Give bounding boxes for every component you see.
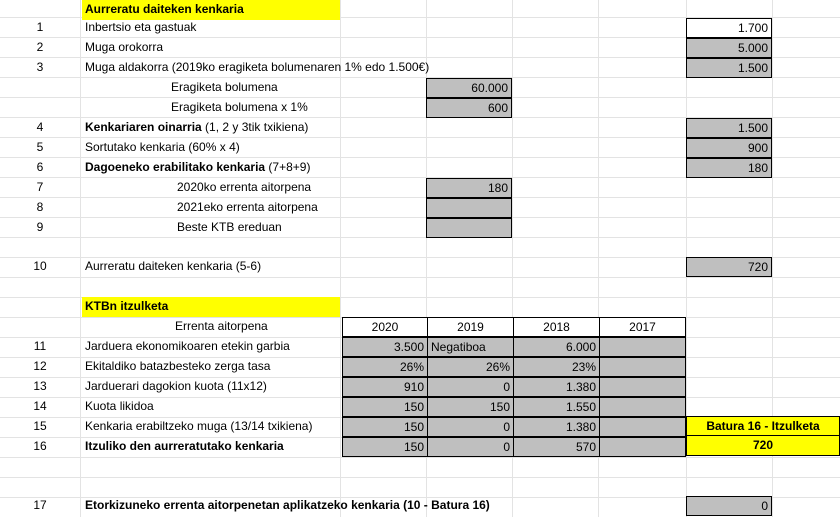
year-value-cell[interactable] [599, 417, 686, 437]
row-label[interactable] [82, 118, 502, 138]
value-cell[interactable]: 900 [686, 138, 772, 158]
year-header[interactable]: 2017 [599, 317, 686, 337]
year-value-cell[interactable]: 0 [427, 417, 514, 437]
year-value-cell[interactable]: 6.000 [513, 337, 600, 357]
section-title-itzulketa[interactable]: KTBn itzulketa [82, 297, 340, 317]
year-value-cell[interactable] [599, 397, 686, 417]
sub-value-cell[interactable] [426, 218, 512, 238]
row-number[interactable]: 8 [36, 200, 44, 214]
row-label[interactable]: Aurreratu daiteken kenkaria (5-6) [85, 259, 262, 273]
row-number[interactable]: 11 [33, 339, 47, 353]
row-label[interactable]: Ekitaldiko batazbesteko zerga tasa [85, 359, 271, 373]
year-value-cell[interactable]: 150 [342, 437, 428, 457]
row-number[interactable]: 15 [33, 419, 47, 433]
sub-value-cell[interactable] [426, 198, 512, 218]
year-value-cell[interactable] [599, 357, 686, 377]
row-number[interactable]: 16 [33, 439, 47, 453]
row-label[interactable] [82, 158, 502, 178]
sum-label[interactable]: Batura 16 - Itzulketa [686, 416, 840, 436]
row-label[interactable]: Muga aldakorra (2019ko eragiketa bolumenaren 1% edo 1.500€) [85, 60, 430, 74]
year-value-cell[interactable] [599, 337, 686, 357]
row-number[interactable]: 1 [36, 20, 44, 34]
year-value-cell[interactable]: 910 [342, 377, 428, 397]
year-header[interactable]: 2019 [427, 317, 514, 337]
grid-row-line [0, 97, 840, 98]
section-title-aurreratu[interactable]: Aurreratu daiteken kenkaria [82, 0, 340, 20]
year-value-cell[interactable]: 26% [427, 357, 514, 377]
sub-label[interactable]: Beste KTB ereduan [177, 220, 282, 234]
sum-value[interactable]: 720 [686, 436, 840, 456]
row-number[interactable]: 14 [33, 399, 47, 413]
row-number[interactable]: 5 [36, 140, 44, 154]
row-number[interactable]: 9 [36, 220, 44, 234]
sub-value-cell[interactable]: 600 [426, 98, 512, 118]
sub-value-cell[interactable]: 60.000 [426, 78, 512, 98]
table-header-label[interactable]: Errenta aitorpena [175, 319, 268, 333]
row-label[interactable]: Etorkizuneko errenta aitorpenetan aplikatzeko kenkaria (10 - Batura 16) [85, 498, 490, 512]
year-value-cell[interactable]: 150 [342, 397, 428, 417]
year-value-cell[interactable]: 570 [513, 437, 600, 457]
row-number[interactable]: 3 [36, 60, 44, 74]
value-cell[interactable]: 720 [686, 257, 772, 277]
row-number[interactable]: 2 [36, 40, 44, 54]
year-value-cell[interactable] [599, 437, 686, 457]
row-label-bold: Kenkariaren oinarria [85, 120, 202, 134]
row-number[interactable]: 6 [36, 160, 44, 174]
row-label-rest: (7+8+9) [265, 160, 311, 174]
sub-label[interactable]: 2021eko errenta aitorpena [177, 200, 318, 214]
year-value-cell[interactable]: 1.380 [513, 377, 600, 397]
year-value-cell[interactable]: Negatiboa [427, 337, 514, 357]
year-value-cell[interactable] [599, 377, 686, 397]
sub-label[interactable]: Eragiketa bolumena [171, 80, 278, 94]
value-cell[interactable]: 1.700 [686, 18, 772, 38]
row-number[interactable]: 13 [33, 379, 47, 393]
year-value-cell[interactable]: 1.380 [513, 417, 600, 437]
year-value-cell[interactable]: 26% [342, 357, 428, 377]
sub-value-cell[interactable]: 180 [426, 178, 512, 198]
grid-row-line [0, 457, 840, 458]
row-label[interactable]: Jarduera ekonomikoaren etekin garbia [85, 339, 290, 353]
sub-label[interactable]: Eragiketa bolumena x 1% [171, 100, 308, 114]
grid-col-line [80, 0, 81, 517]
value-cell[interactable]: 180 [686, 158, 772, 178]
year-value-cell[interactable]: 23% [513, 357, 600, 377]
year-value-cell[interactable]: 0 [427, 377, 514, 397]
row-number[interactable]: 17 [33, 498, 47, 512]
row-label[interactable]: Kenkaria erabiltzeko muga (13/14 txikiena) [85, 419, 313, 433]
year-value-cell[interactable]: 1.550 [513, 397, 600, 417]
value-cell[interactable]: 5.000 [686, 38, 772, 58]
grid-row-line [0, 477, 840, 478]
row-number[interactable]: 12 [33, 359, 47, 373]
row-label[interactable]: Muga orokorra [85, 40, 164, 54]
row-label[interactable]: Itzuliko den aurreratutako kenkaria [85, 439, 284, 453]
row-label[interactable]: Jarduerari dagokion kuota (11x12) [85, 379, 267, 393]
year-header[interactable]: 2018 [513, 317, 600, 337]
grid-row-line [0, 277, 840, 278]
value-cell[interactable]: 1.500 [686, 118, 772, 138]
row-number[interactable]: 10 [33, 259, 47, 273]
row-number[interactable]: 7 [36, 180, 44, 194]
year-value-cell[interactable]: 150 [342, 417, 428, 437]
year-value-cell[interactable]: 150 [427, 397, 514, 417]
row-label[interactable]: Sortutako kenkaria (60% x 4) [85, 140, 240, 154]
sub-label[interactable]: 2020ko errenta aitorpena [177, 180, 312, 194]
row-number[interactable]: 4 [36, 120, 44, 134]
row-label[interactable]: Inbertsio eta gastuak [85, 20, 197, 34]
value-cell[interactable]: 1.500 [686, 58, 772, 78]
row-label-rest: (1, 2 y 3tik txikiena) [201, 120, 309, 134]
year-value-cell[interactable]: 0 [427, 437, 514, 457]
row-label-bold: Dagoeneko erabilitako kenkaria [85, 160, 266, 174]
year-value-cell[interactable]: 3.500 [342, 337, 428, 357]
year-header[interactable]: 2020 [342, 317, 428, 337]
value-cell[interactable]: 0 [686, 496, 772, 516]
row-label[interactable]: Kuota likidoa [85, 399, 154, 413]
